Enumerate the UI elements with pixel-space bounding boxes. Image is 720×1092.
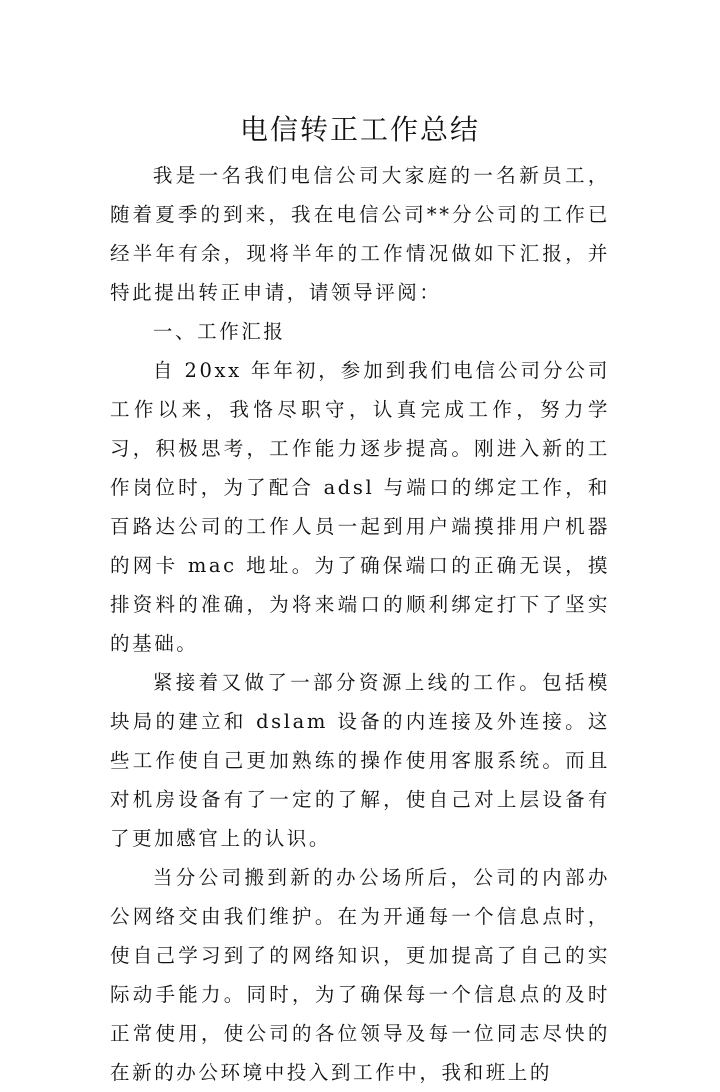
document-page	[110, 106, 610, 1092]
paragraph-work-3: 当分公司搬到新的办公场所后，公司的内部办公网络交由我们维护。在为开通每一个信息点时，使自己学习到了的网络知识，更加提高了自己的实际动手能力。同时，为了确保每一个信息点的及时正常使用，使公司的各位领导及每一位同志尽快的在新的办公环境中投入到工作中，我和班上的	[110, 866, 610, 1084]
section-heading-work-report: 一、工作汇报	[152, 320, 286, 343]
paragraph-work-2: 紧接着又做了一部分资源上线的工作。包括模块局的建立和 dslam 设备的内连接及外连接。这些工作使自己更加熟练的操作使用客服系统。而且对机房设备有了一定的了解，使自己对上层设备有了更加感官上的认识。	[110, 671, 610, 850]
paragraph-work-1: 自 20xx 年年初，参加到我们电信公司分公司工作以来，我恪尽职守，认真完成工作，努力学习，积极思考，工作能力逐步提高。刚进入新的工作岗位时，为了配合 adsl 与端口的绑定工作，和百路达公司的工作人员一起到用户端摸排用户机器的网卡 mac 地址。为了确保端口的正确无误，摸排资料的准确，为将来端口的顺利绑定打下了坚实的基础。	[110, 359, 610, 655]
document-title: 电信转正工作总结	[239, 113, 480, 146]
paragraph-intro: 我是一名我们电信公司大家庭的一名新员工，随着夏季的到来，我在电信公司**分公司的工作已经半年有余，现将半年的工作情况做如下汇报，并特此提出转正申请，请领导评阅：	[110, 164, 610, 304]
